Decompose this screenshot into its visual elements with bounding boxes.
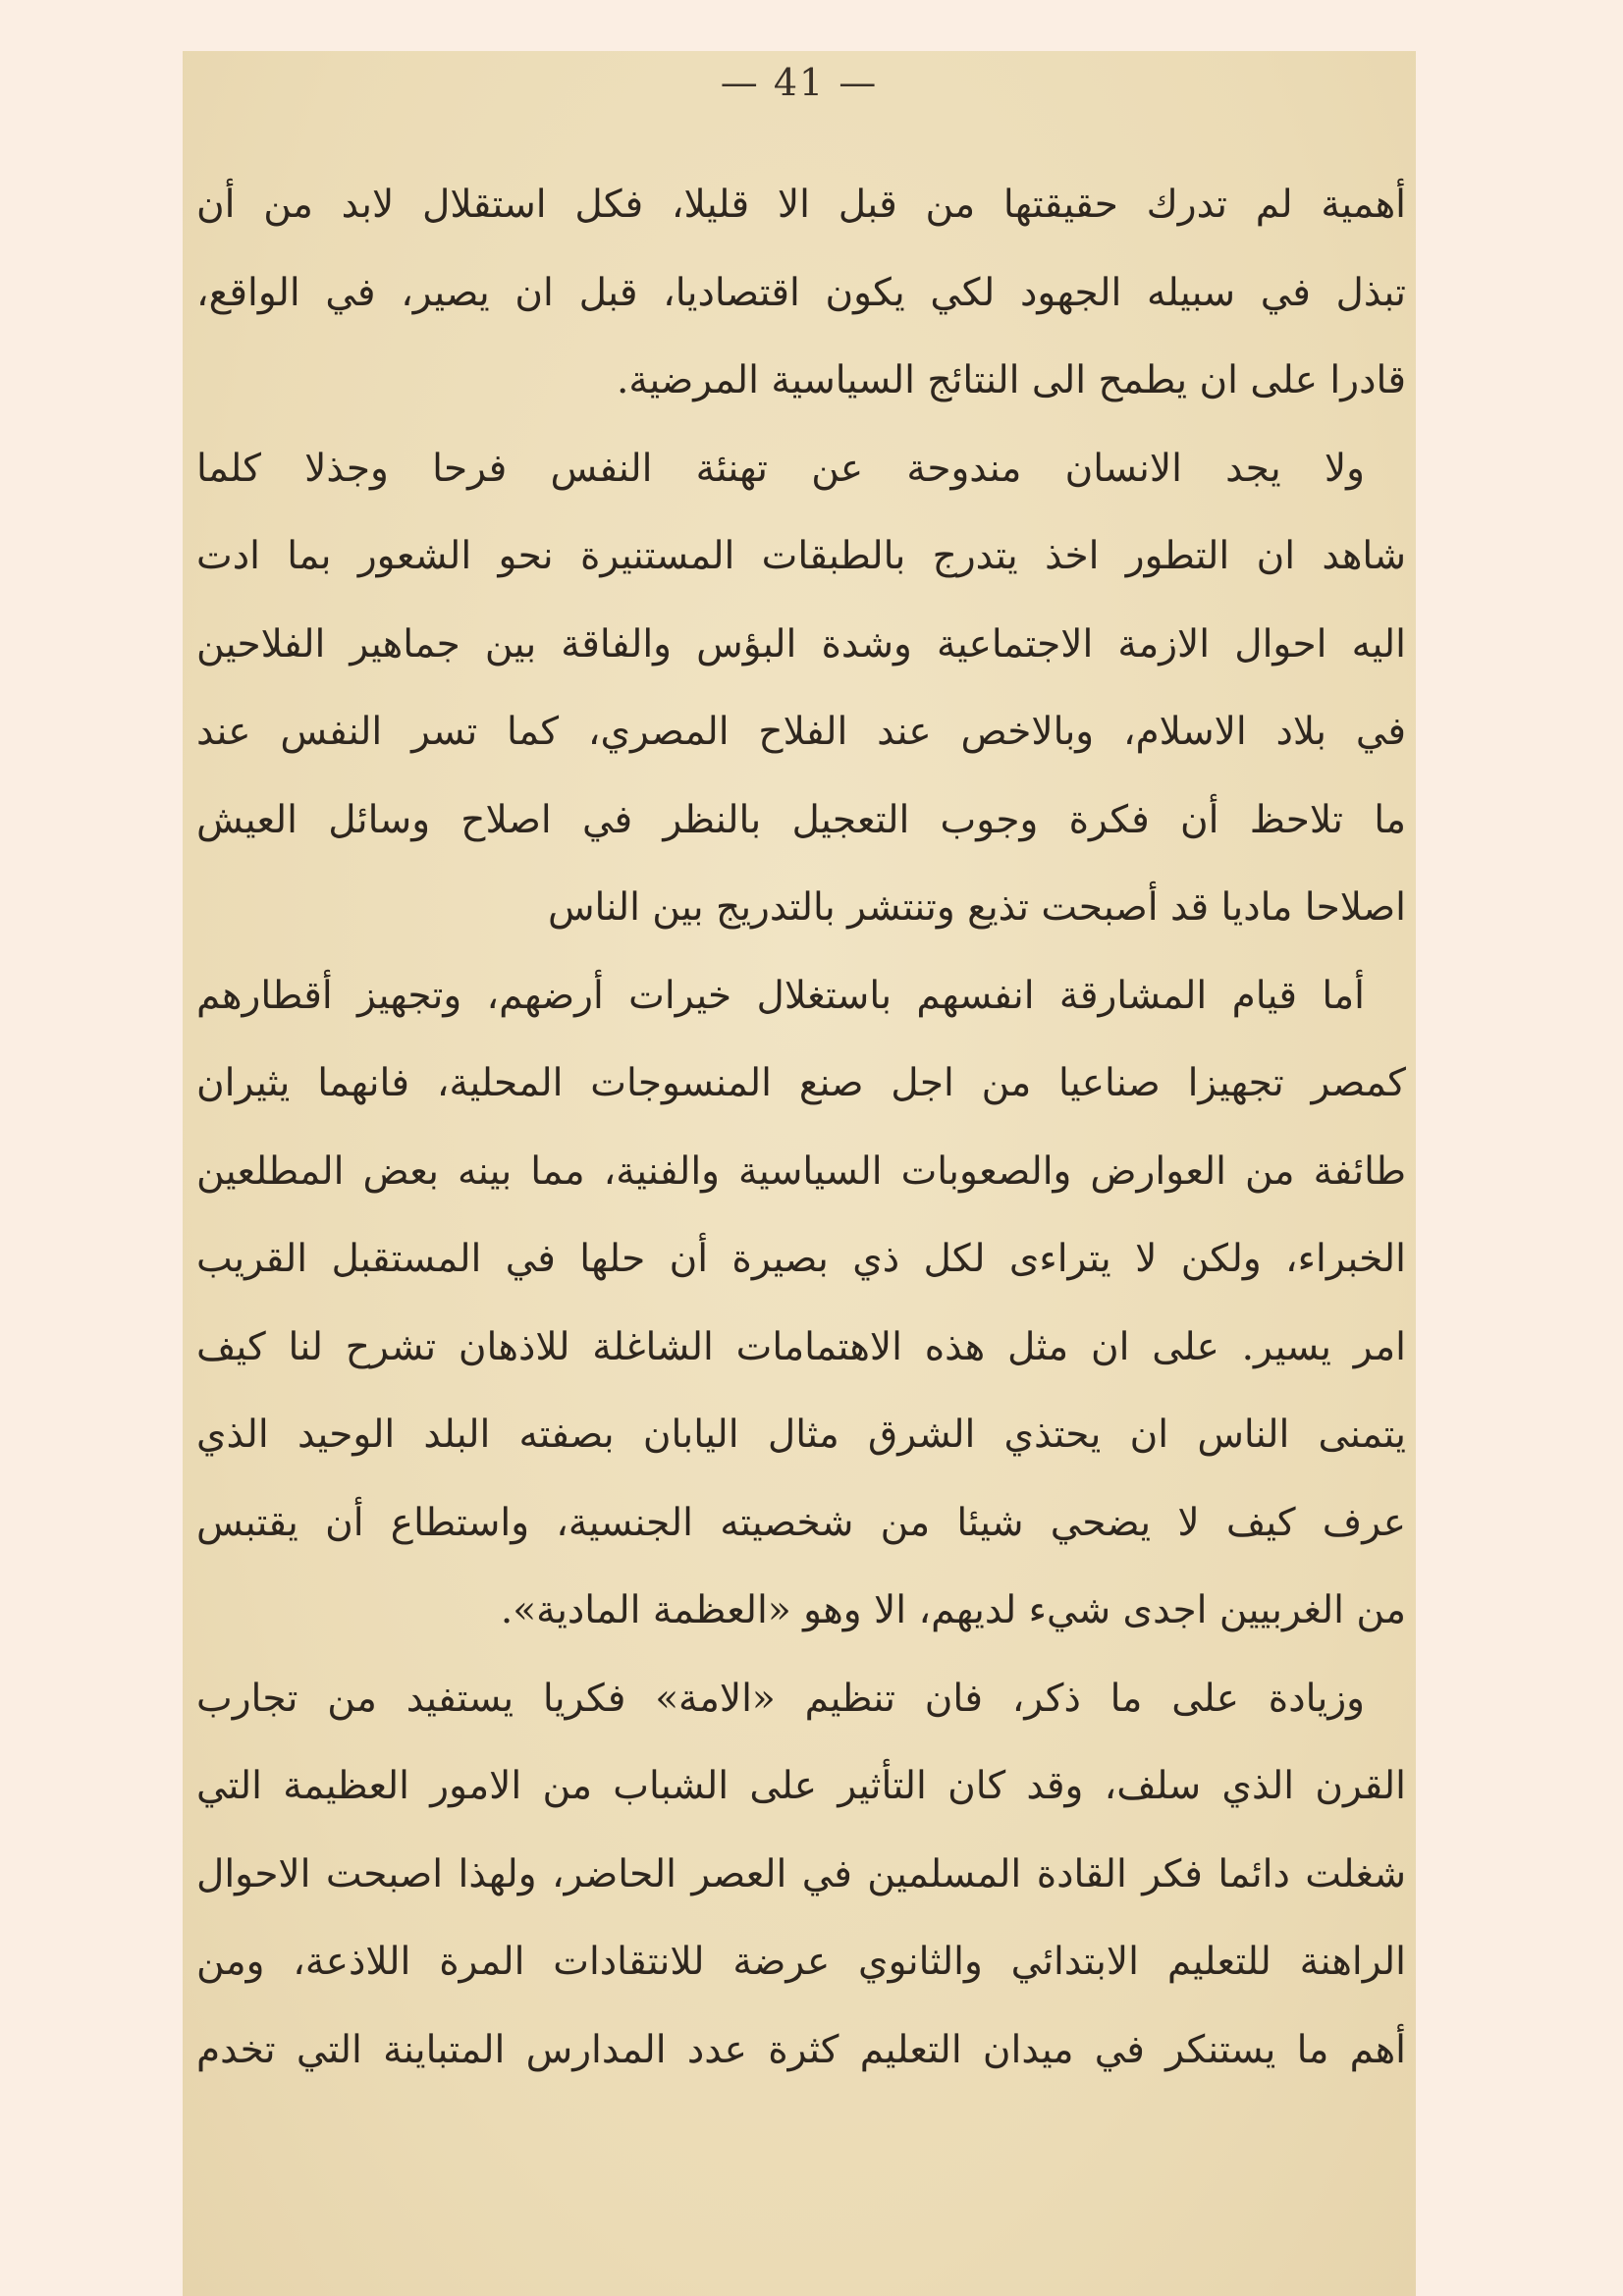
text-line: ولا يجد الانسان مندوحة عن تهنئة النفس فرحا وجذلا كلما xyxy=(196,446,1365,491)
text-line: ما تلاحظ أن فكرة وجوب التعجيل بالنظر في اصلاح وسائل العيش xyxy=(196,797,1406,842)
text-line: شاهد ان التطور اخذ يتدرج بالطبقات المستنيرة نحو الشعور بما ادت xyxy=(196,534,1406,578)
text-line: يتمنى الناس ان يحتذي الشرق مثال اليابان بصفته البلد الوحيد الذي xyxy=(196,1413,1406,1457)
text-line: الراهنة للتعليم الابتدائي والثانوي عرضة للانتقادات المرة اللاذعة، ومن xyxy=(196,1940,1406,1984)
text-line: اصلاحا ماديا قد أصبحت تذيع وتنتشر بالتدريج بين الناس xyxy=(547,885,1406,930)
body-text xyxy=(196,161,1406,2094)
page-number: — 41 — xyxy=(720,61,879,104)
text-line: شغلت دائما فكر القادة المسلمين في العصر الحاضر، ولهذا اصبحت الاحوال xyxy=(196,1851,1406,1896)
text-line: من الغربيين اجدى شيء لديهم، الا وهو «العظمة المادية». xyxy=(500,1588,1406,1632)
text-line: أما قيام المشارقة انفسهم باستغلال خيرات أرضهم، وتجهيز أقطارهم xyxy=(196,973,1365,1018)
text-line: أهمية لم تدرك حقيقتها من قبل الا قليلا، فكل استقلال لابد من أن xyxy=(196,183,1406,227)
text-line: عرف كيف لا يضحي شيئا من شخصيته الجنسية، واستطاع أن يقتبس xyxy=(196,1500,1406,1545)
text-line: قادرا على ان يطمح الى النتائج السياسية المرضية. xyxy=(617,358,1406,402)
text-line: كمصر تجهيزا صناعيا من اجل صنع المنسوجات المحلية، فانهما يثيران xyxy=(196,1061,1406,1105)
text-line: امر يسير. على ان مثل هذه الاهتمامات الشاغلة للاذهان تشرح لنا كيف xyxy=(196,1324,1406,1369)
text-line: في بلاد الاسلام، وبالاخص عند الفلاح المصري، كما تسر النفس عند xyxy=(196,710,1406,754)
text-line: أهم ما يستنكر في ميدان التعليم كثرة عدد المدارس المتباينة التي تخدم xyxy=(196,2027,1406,2072)
text-line: طائفة من العوارض والصعوبات السياسية والفنية، مما بينه بعض المطلعين xyxy=(196,1148,1406,1194)
book-page xyxy=(183,51,1416,2296)
text-line: اليه احوال الازمة الاجتماعية وشدة البؤس والفاقة بين جماهير الفلاحين xyxy=(196,621,1406,667)
text-line: تبذل في سبيله الجهود لكي يكون اقتصاديا، قبل ان يصير، في الواقع، xyxy=(196,270,1406,315)
text-line: الخبراء، ولكن لا يتراءى لكل ذي بصيرة أن حلها في المستقبل القريب xyxy=(196,1237,1406,1281)
text-line: القرن الذي سلف، وقد كان التأثير على الشباب من الامور العظيمة التي xyxy=(196,1764,1406,1808)
text-line: وزيادة على ما ذكر، فان تنظيم «الامة» فكريا يستفيد من تجارب xyxy=(196,1676,1365,1721)
